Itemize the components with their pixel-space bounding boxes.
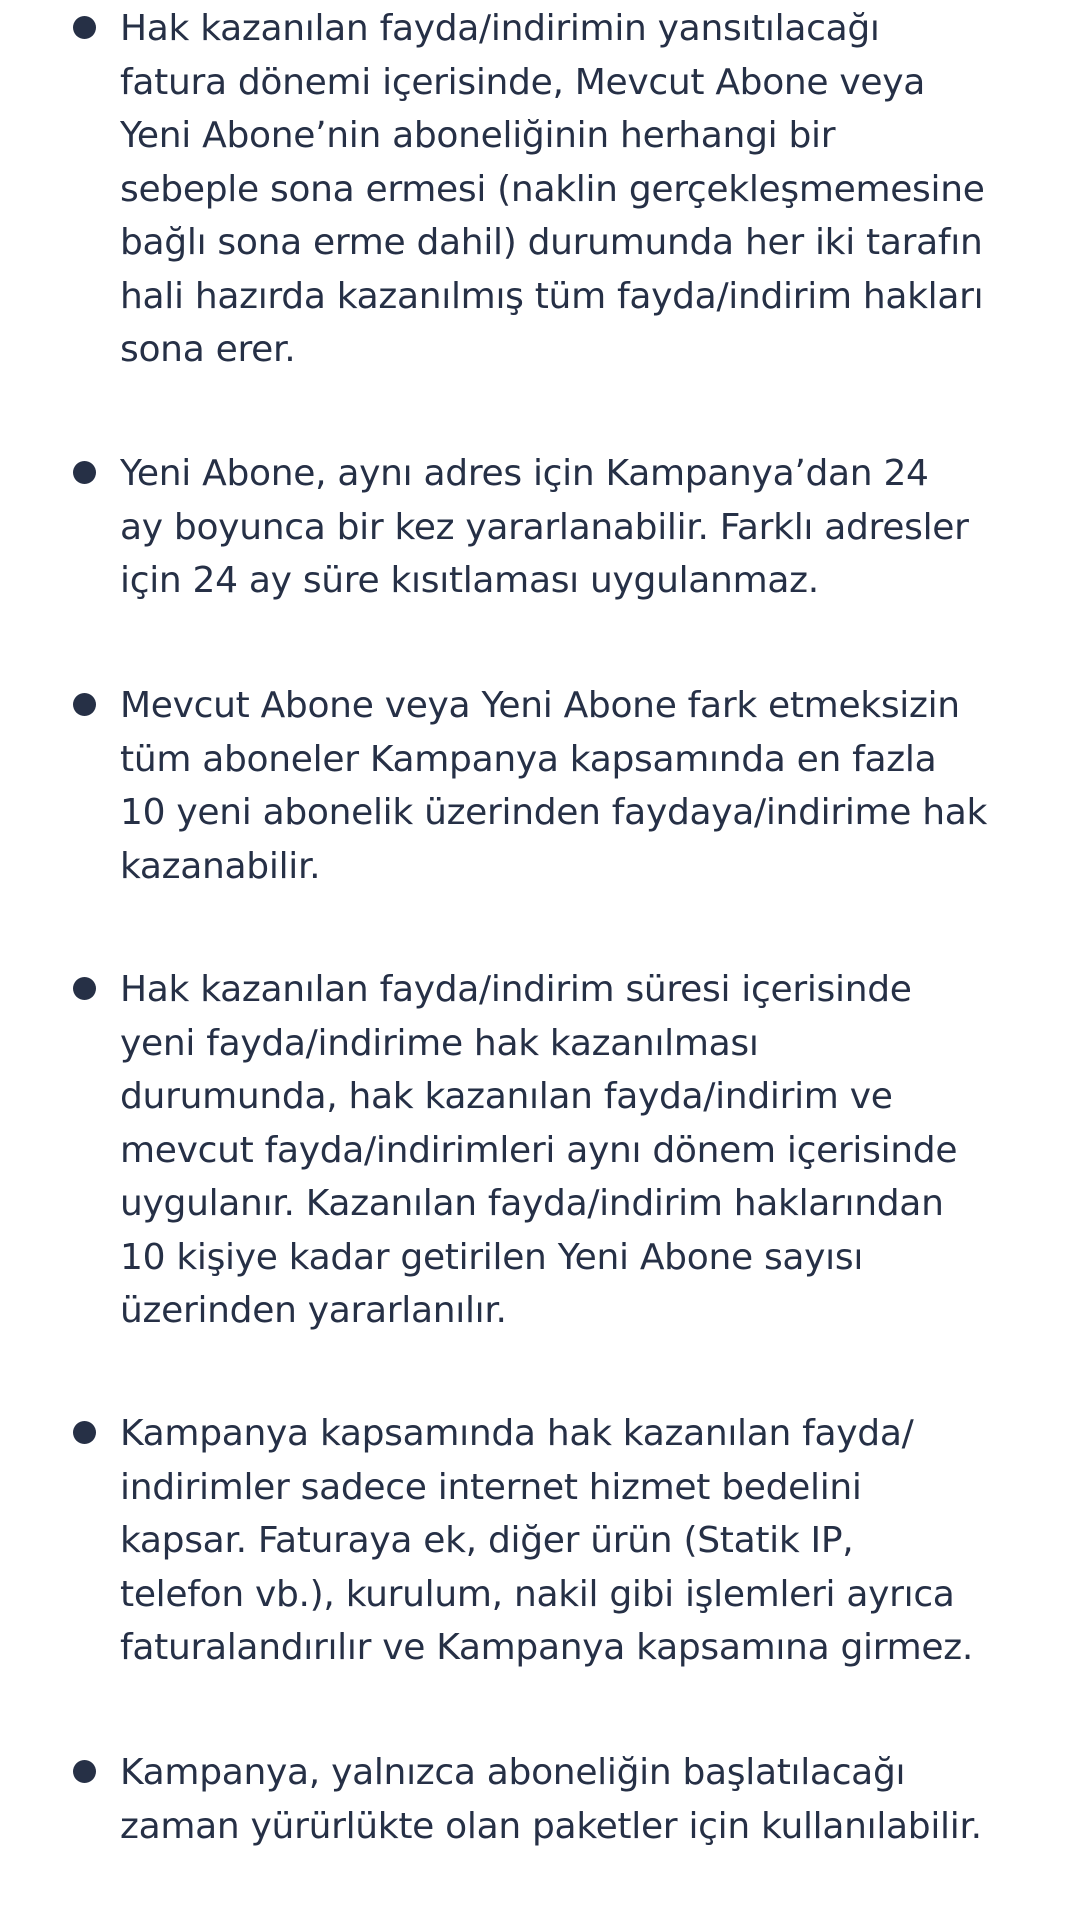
term-line: için 24 ay süre kısıtlaması uygulanmaz. [120,560,819,601]
term-line: sebeple sona ermesi (naklin gerçekleşmemesine [120,168,985,210]
term-text [120,1746,1020,1853]
term-line: mevcut fayda/indirimleri aynı dönem içerisinde [120,1129,958,1171]
term-line: telefon vb.), kurulum, nakil gibi işlemleri ayrıca [120,1573,955,1615]
bullet-icon [73,977,96,1000]
term-line: Hak kazanılan fayda/indirim süresi içerisinde [120,969,912,1010]
term-line: 10 kişiye kadar getirilen Yeni Abone sayısı [120,1236,864,1278]
term-line: faturalandırılır ve Kampanya kapsamına girmez. [120,1627,973,1668]
term-line: uygulanır. Kazanılan fayda/indirim haklarından [120,1183,944,1224]
term-line: Kampanya kapsamında hak kazanılan fayda/ [120,1413,914,1454]
term-text [120,447,1020,608]
term-text [120,2,1020,377]
term-text [120,679,1020,893]
term-text [120,963,1020,1338]
term-line: Kampanya, yalnızca aboneliğin başlatılacağı [120,1752,906,1793]
term-line: Hak kazanılan fayda/indirimin yansıtılacağı [120,8,880,49]
term-line: Yeni Abone, aynı adres için Kampanya’dan 24 [120,453,929,494]
term-line: durumunda, hak kazanılan fayda/indirim ve [120,1076,893,1117]
term-line: kazanabilir. [120,845,321,887]
term-line: bağlı sona erme dahil) durumunda her iki tarafın [120,222,983,263]
term-line: hali hazırda kazanılmış tüm fayda/indirim hakları [120,275,984,317]
term-line: Mevcut Abone veya Yeni Abone fark etmeksizin [120,685,960,726]
bullet-icon [73,693,96,716]
term-line: Yeni Abone’nin aboneliğinin herhangi bir [120,115,836,156]
term-line: fatura dönemi içerisinde, Mevcut Abone veya [120,61,926,103]
bullet-icon [73,1421,96,1444]
term-line: zaman yürürlükte olan paketler için kullanılabilir. [120,1805,982,1847]
bullet-icon [73,1760,96,1783]
bullet-icon [73,461,96,484]
term-line: ay boyunca bir kez yararlanabilir. Farklı adresler [120,506,969,548]
term-line: tüm aboneler Kampanya kapsamında en fazla [120,738,937,780]
term-line: kapsar. Faturaya ek, diğer ürün (Statik IP, [120,1520,854,1561]
term-line: indirimler sadece internet hizmet bedelini [120,1466,862,1508]
term-line: sona erer. [120,329,296,370]
bullet-icon [73,16,96,39]
term-line: üzerinden yararlanılır. [120,1290,507,1331]
term-line: yeni fayda/indirime hak kazanılması [120,1022,759,1064]
term-line: 10 yeni abonelik üzerinden faydaya/indirime hak [120,792,988,833]
term-text [120,1407,1020,1675]
